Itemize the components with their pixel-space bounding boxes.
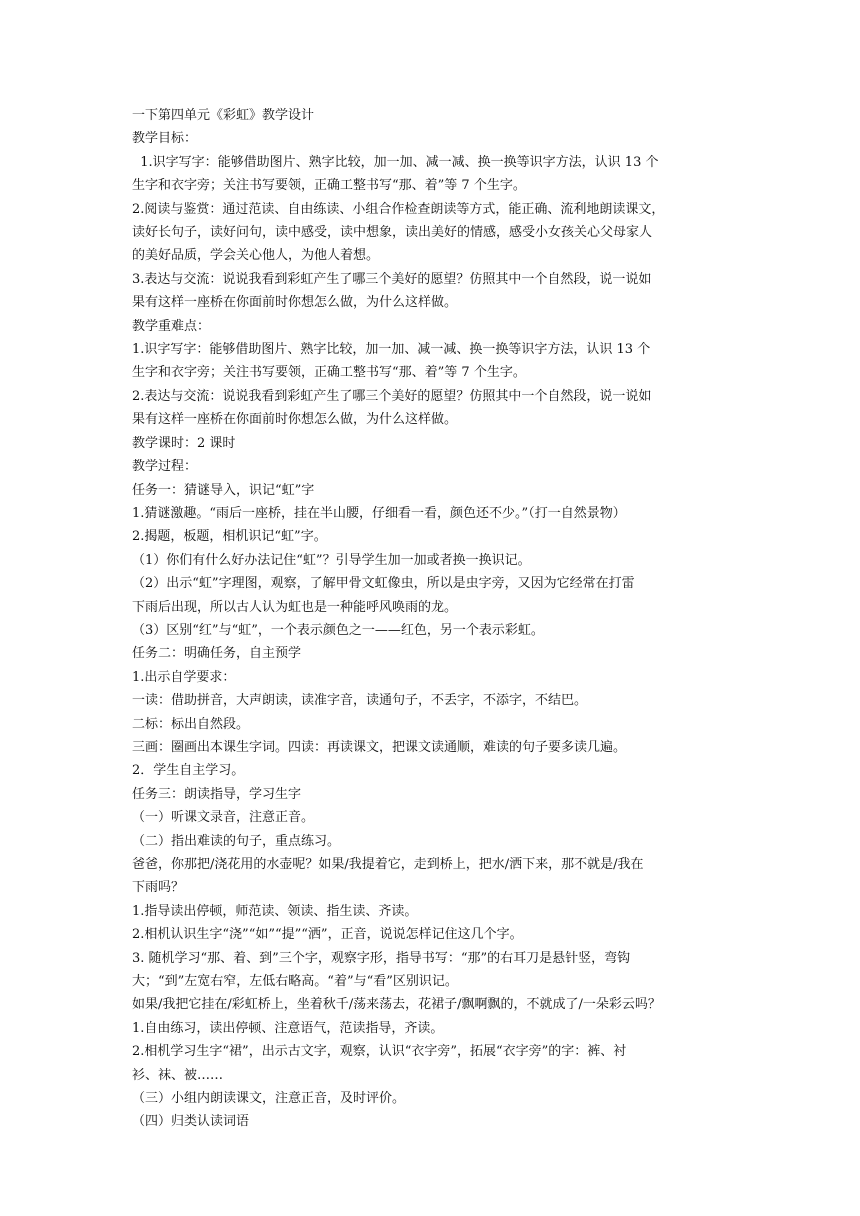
text-line: 任务三：朗读指导，学习生字 [132,786,302,802]
text-line: 的美好品质，学会关心他人，为他人着想。 [132,248,380,264]
text-line: 教学目标： [132,131,198,147]
text-line: 如果/我把它挂在/彩虹桥上，坐着秋千/荡来荡去，花裙子/飘啊飘的，不就成了/一朵彩云吗？ [132,997,661,1013]
text-line: 三画：圈画出本课生字词。四读：再读课文，把课文读通顺，难读的句子要多读几遍。 [132,739,627,755]
text-line: 3. 随机学习“那、着、到”三个字，观察字形，指导书写：“那”的右耳刀是悬针竖，弯钩 [132,950,631,966]
text-line: 任务一：猜谜导入，识记“虹”字 [132,482,315,498]
text-line: 1.识字写字：能够借助图片、熟字比较，加一加、减一减、换一换等识字方法，认识 13 个 [132,154,659,170]
text-line: （二）指出难读的句子，重点练习。 [132,833,341,849]
text-line: 2.表达与交流：说说我看到彩虹产生了哪三个美好的愿望？仿照其中一个自然段，说一说如 [132,388,652,404]
text-line: 1.识字写字：能够借助图片、熟字比较，加一加、减一减、换一换等识字方法，认识 13 个 [132,342,651,358]
text-line: 教学课时：2 课时 [132,435,236,451]
text-line: 一读：借助拼音，大声朗读，读准字音，读通句子，不丢字，不添字，不结巴。 [132,693,588,709]
text-line: 2.相机学习生字“裙”，出示古文字，观察，认识“衣字旁”，拓展“衣字旁”的字：裤、衬 [132,1044,627,1060]
text-line: 教学过程： [132,459,198,475]
text-line: （三）小组内朗读课文，注意正音，及时评价。 [132,1091,406,1107]
text-line: 2．学生自主学习。 [132,763,245,779]
text-line: 二标：标出自然段。 [132,716,250,732]
text-line: 教学重难点： [132,318,211,334]
text-line: 生字和衣字旁；关注书写要领，正确工整书写“那、着”等 7 个生字。 [132,178,526,194]
text-line: （一）听课文录音，注意正音。 [132,810,315,826]
text-line: 大；“到”左宽右窄，左低右略高。“着”与“看”区别识记。 [132,974,458,990]
text-line: 1.指导读出停顿，师范读、领读、指生读、齐读。 [132,903,418,919]
text-line: 2.揭题，板题，相机识记“虹”字。 [132,529,327,545]
text-line: 生字和衣字旁；关注书写要领，正确工整书写“那、着”等 7 个生字。 [132,365,526,381]
text-line: 1.自由练习，读出停顿、注意语气，范读指导，齐读。 [132,1020,444,1036]
text-line: 2.相机认识生字“浇”“如”“提”“洒”，正音，说说怎样记住这几个字。 [132,927,523,943]
text-line: 读好长句子，读好问句，读中感受，读中想象，读出美好的情感，感受小女孩关心父母家人 [132,225,653,241]
text-line: 任务二：明确任务，自主预学 [132,646,302,662]
text-line: 爸爸，你那把/浇花用的水壶呢？如果/我提着它，走到桥上，把水/洒下来，那不就是/我在 [132,857,644,872]
text-line: 果有这样一座桥在你面前时你想怎么做，为什么这样做。 [132,295,458,311]
text-line: 衫、袜、被…… [132,1067,224,1083]
text-line: （3）区别“红”与“虹”，一个表示颜色之一——红色，另一个表示彩虹。 [132,622,544,638]
text-line: 3.表达与交流：说说我看到彩虹产生了哪三个美好的愿望？仿照其中一个自然段，说一说如 [132,271,652,287]
text-line: 1.出示自学要求： [132,669,236,685]
text-line: （1）你们有什么好办法记住“虹”？引导学生加一加或者换一换识记。 [132,552,531,568]
text-line: 1.猜谜激趣。“雨后一座桥，挂在半山腰，仔细看一看，颜色还不少。”（打一自然景物） [132,505,626,521]
text-line: （2）出示“虹”字理图，观察，了解甲骨文虹像虫，所以是虫字旁，又因为它经常在打雷 [132,576,635,592]
text-line: 下雨吗？ [132,880,185,896]
text-line: 下雨后出现，所以古人认为虹也是一种能呼风唤雨的龙。 [132,599,458,615]
text-line: （四）归类认读词语 [132,1114,250,1130]
text-line: 果有这样一座桥在你面前时你想怎么做，为什么这样做。 [132,412,458,428]
document-page [132,104,732,1134]
document-title: 一下第四单元《彩虹》教学设计 [132,108,315,123]
text-line: 2.阅读与鉴赏：通过范读、自由练读、小组合作检查朗读等方式，能正确、流利地朗读课文， [132,201,665,217]
